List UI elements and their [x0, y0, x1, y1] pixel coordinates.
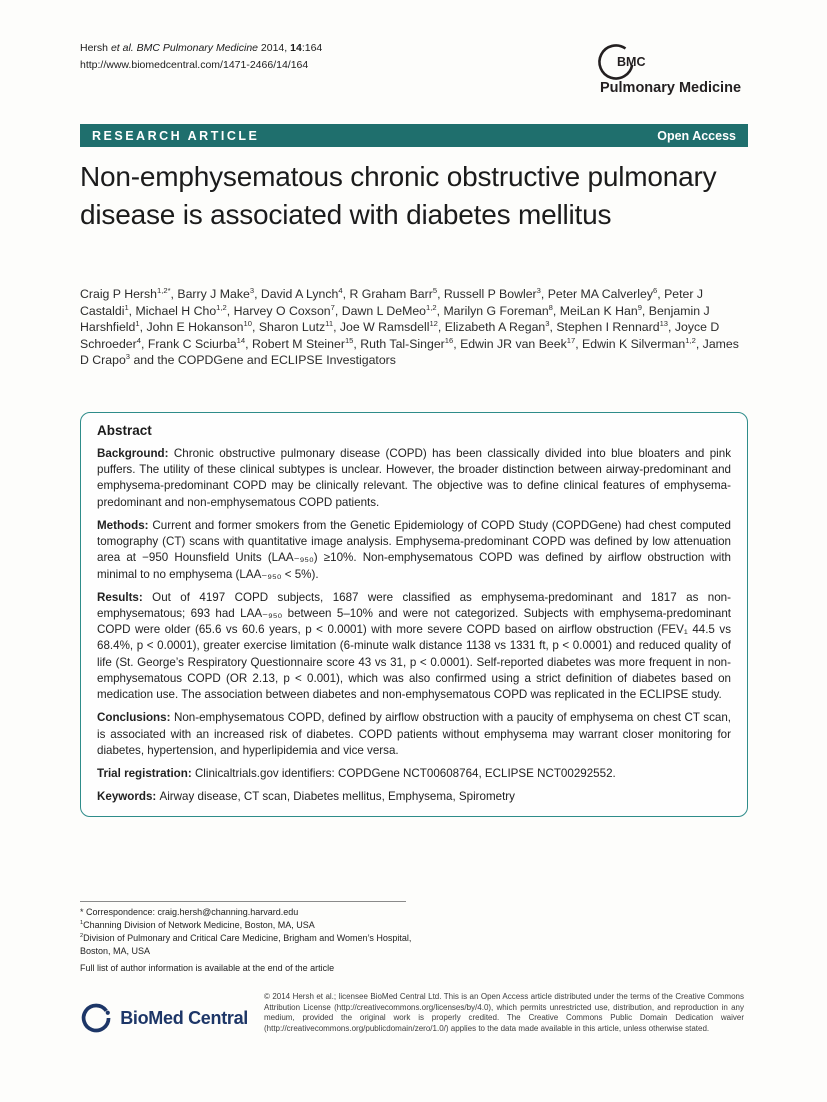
- author-name: James D Crapo$^3$: [80, 336, 739, 367]
- author-name: Robert M Steiner$^{15}$: [251, 335, 354, 351]
- abstract-section: Conclusions: Non-emphysematous COPD, defined by airflow obstruction with a paucity of emphysema on chest CT scan, is associated with an increased risk of diabetes. COPD patients without emphysema may warrant closer monitoring for diabetes, hypertension, and hyperlipidemia and vice versa.: [97, 711, 731, 757]
- bmc-journal-name: Pulmonary Medicine: [600, 80, 742, 96]
- affiliation: $^1$Channing Division of Network Medicine, Boston, MA, USA: [80, 920, 315, 930]
- author-name: Stephen I Rennard$^{13}$: [556, 318, 669, 334]
- abstract-section: Keywords: Airway disease, CT scan, Diabetes mellitus, Emphysema, Spirometry: [97, 790, 515, 804]
- author-name: Harvey O Coxson$^7$: [233, 302, 335, 318]
- bmc-ring-icon: [588, 36, 750, 100]
- author-name: John E Hokanson$^{10}$: [146, 318, 252, 334]
- research-article-label: RESEARCH ARTICLE: [92, 128, 260, 143]
- author-name: Joe W Ramsdell$^{12}$: [339, 318, 438, 334]
- correspondence-label: * Correspondence:: [80, 907, 158, 917]
- author-name: Peter MA Calverley$^6$: [547, 285, 658, 301]
- abstract-box: [80, 412, 748, 817]
- affiliation: $^2$Division of Pulmonary and Critical Care Medicine, Brigham and Women’s Hospital, Boston, MA, USA: [80, 933, 412, 956]
- author-name: Barry J Make$^3$: [177, 285, 255, 301]
- author-name: Benjamin J Harshfield$^1$: [80, 303, 710, 334]
- correspondence-line: [80, 906, 420, 919]
- author-list: Craig P Hersh$^{1,2*}$, Barry J Make$^3$, David A Lynch$^4$, R Graham Barr$^5$, Russell P Bowler$^3$, Peter MA Calverley$^6$, Peter J Castaldi$^1$, Michael H Cho$^{1,2}$, Harvey O Coxson$^7$, Dawn L DeMeo$^{1,2}$, Marilyn G Foreman$^8$, MeiLan K Han$^9$, Benjamin J Harshfield$^1$, John E Hokanson$^{10}$, Sharon Lutz$^{11}$, Joe W Ramsdell$^{12}$, Elizabeth A Regan$^3$, Stephen I Rennard$^{13}$, Joyce D Schroeder$^4$, Frank C Sciurba$^{14}$, Robert M Steiner$^{15}$, Ruth Tal-Singer$^{16}$, Edwin JR van Beek$^{17}$, Edwin K Silverman$^{1,2}$, James D Crapo$^3$ and the COPDGene and ECLIPSE Investigators: [80, 285, 739, 367]
- citation-url-link[interactable]: http://www.biomedcentral.com/1471-2466/14/164: [80, 59, 309, 72]
- abstract-section: Results: Out of 4197 COPD subjects, 1687 were classified as emphysema-predominant and 1817 as non-emphysematous; 693 had LAA₋₉₅₀ between 5–10% and were not categorized. Subjects with emphysema-predominant COPD were older (65.6 vs 60.6 years, p < 0.0001) with more severe COPD based on airflow obstruction (FEV₁ 44.5 vs 68.4%, p < 0.0001), greater exercise limitation (6-minute walk distance 1138 vs 1331 ft, p < 0.0001) and reduced quality of life (St. George’s Respiratory Questionnaire score 43 vs 31, p < 0.0001). Self-reported diabetes was more frequent in non-emphysematous COPD (OR 2.13, p < 0.001), which was also confirmed using a strict definition of diabetes based on medication use. The association between diabetes and non-emphysematous COPD was replicated in the ECLIPSE study.: [97, 590, 731, 702]
- article-type-banner: [80, 124, 748, 147]
- bmc-journal-logo: [588, 36, 750, 105]
- author-name: Elizabeth A Regan$^3$: [444, 318, 550, 334]
- author-name: Edwin K Silverman$^{1,2}$: [582, 335, 696, 351]
- correspondence-email-link[interactable]: craig.hersh@channing.harvard.edu: [157, 907, 299, 917]
- author-name: David A Lynch$^4$: [260, 285, 343, 301]
- citation-line: [80, 40, 322, 56]
- author-name: MeiLan K Han$^9$: [559, 302, 642, 318]
- author-name: Michael H Cho$^{1,2}$: [135, 302, 227, 318]
- author-name: Frank C Sciurba$^{14}$: [147, 335, 246, 351]
- citation-pages: :164: [301, 42, 323, 54]
- biomed-central-wordmark: BioMed Central: [120, 1007, 248, 1028]
- bmc-acronym: BMC: [617, 55, 646, 69]
- page-footer: [80, 990, 744, 1038]
- abstract-sections: [97, 446, 731, 805]
- citation-journal: et al. BMC Pulmonary Medicine: [110, 42, 258, 54]
- biomed-central-logo: [80, 998, 248, 1038]
- abstract-section: Methods: Current and former smokers from the Genetic Epidemiology of COPD Study (COPDGene) had chest computed tomography (CT) scans with quantitative image analysis. Emphysema-predominant COPD was defined by low attenuation area at −950 Hounsfield Units (LAA₋₉₅₀) ≥10%. Non-emphysematous COPD was defined by airflow obstruction with minimal to no emphysema (LAA₋₉₅₀ < 5%).: [97, 518, 731, 581]
- author-name: Ruth Tal-Singer$^{16}$: [360, 335, 454, 351]
- page-header: [80, 40, 750, 109]
- author-name: Edwin JR van Beek$^{17}$: [460, 335, 576, 351]
- footnote-divider: [80, 901, 406, 902]
- author-name: Marilyn G Foreman$^8$: [443, 302, 553, 318]
- author-name: Russell P Bowler$^3$: [443, 285, 541, 301]
- author-name: R Graham Barr$^5$: [349, 285, 438, 301]
- citation-block: [80, 40, 322, 74]
- affiliation-list: [80, 919, 420, 958]
- author-name: Sharon Lutz$^{11}$: [258, 318, 334, 334]
- article-title: Non-emphysematous chronic obstructive pulmonary disease is associated with diabetes mellitus: [80, 161, 717, 231]
- author-name: Joyce D Schroeder$^4$: [80, 320, 720, 351]
- copyright-text: © 2014 Hersh et al.; licensee BioMed Central Ltd. This is an Open Access article distributed under the terms of the Creative Commons Attribution License (http://creativecommons.org/licenses/by/4.0), which permits unrestricted use, distribution, and reproduction in any medium, provided the original work is properly credited. The Creative Commons Public Domain Dedication waiver (http://creativecommons.org/publicdomain/zero/1.0/) applies to the data made available in this article, unless otherwise stated.: [264, 992, 744, 1033]
- footnotes: [80, 901, 420, 975]
- open-access-label: Open Access: [657, 128, 736, 143]
- author-name: Craig P Hersh$^{1,2*}$: [80, 285, 171, 301]
- abstract-section: Trial registration: Clinicaltrials.gov identifiers: COPDGene NCT00608764, ECLIPSE NCT00292552.: [97, 766, 616, 780]
- citation-year: 2014,: [258, 42, 291, 54]
- abstract-heading: Abstract: [97, 423, 152, 438]
- author-name: Peter J Castaldi$^1$: [80, 287, 704, 318]
- author-name: Dawn L DeMeo$^{1,2}$: [341, 302, 437, 318]
- citation-authors: Hersh: [80, 42, 111, 54]
- biomed-central-ring-icon: [80, 998, 112, 1038]
- citation-volume: 14: [290, 42, 302, 54]
- full-author-list-note: Full list of author information is available at the end of the article: [80, 963, 335, 973]
- abstract-section: Background: Chronic obstructive pulmonary disease (COPD) has been classically divided into blue bloaters and pink puffers. The utility of these clinical subtypes is unclear. However, the broader distinction between airway-predominant and emphysema-predominant COPD may be clinically relevant. The objective was to define clinical features of emphysema-predominant and non-emphysematous COPD patients.: [97, 447, 731, 509]
